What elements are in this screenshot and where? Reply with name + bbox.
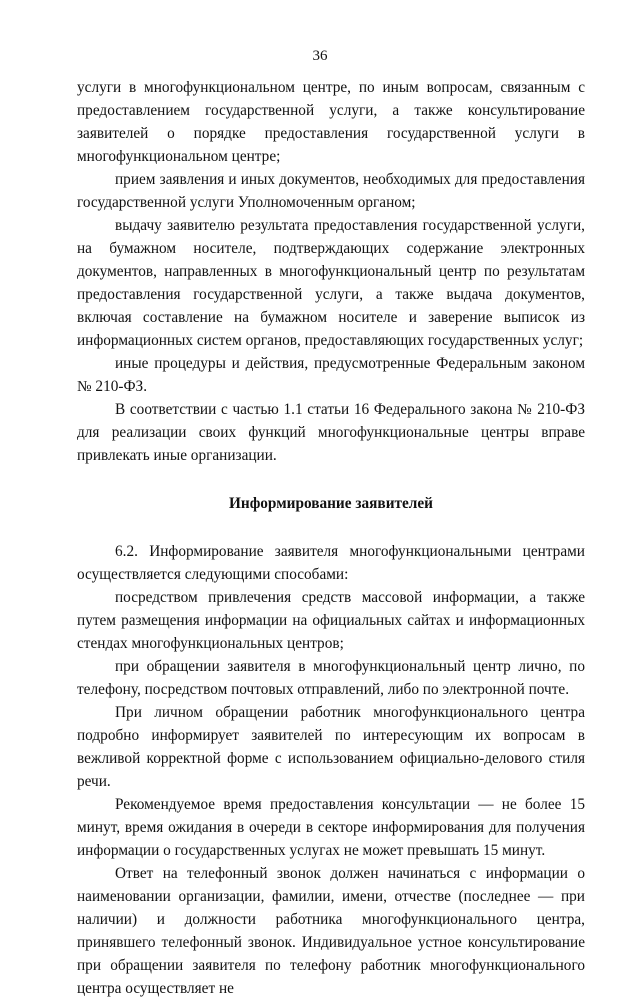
paragraph: При личном обращении работник многофункционального центра подробно информирует заявителей по интересующим их вопросам в вежливой корректной форме с использованием официально-делового стиля речи.: [77, 704, 585, 790]
paragraph: 6.2. Информирование заявителя многофункциональными центрами осуществляется следующими способами:: [77, 543, 585, 583]
paragraph: иные процедуры и действия, предусмотренные Федеральным законом № 210-ФЗ.: [77, 355, 585, 395]
paragraph: прием заявления и иных документов, необходимых для предоставления государственной услуги Уполномоченным органом;: [77, 171, 585, 211]
paragraph: Ответ на телефонный звонок должен начинаться с информации о наименовании организации, фамилии, имени, отчестве (последнее — при наличии) и должности работника многофункционального центра, принявшего телефонный звонок. Индивидуальное устное консультирование при обращении заявителя по телефону работник многофункционального центра осуществляет не: [77, 865, 585, 997]
paragraph: Рекомендуемое время предоставления консультации — не более 15 минут, время ожидания в очереди в секторе информирования для получения информации о государственных услугах не может превышать 15 минут.: [77, 796, 585, 859]
paragraph: при обращении заявителя в многофункциональный центр лично, по телефону, посредством почтовых отправлений, либо по электронной почте.: [77, 658, 585, 698]
paragraph: В соответствии с частью 1.1 статьи 16 Федерального закона № 210-ФЗ для реализации своих функций многофункциональные центры вправе привлекать иные организации.: [77, 401, 585, 464]
document-body: [77, 76, 585, 1000]
paragraph: выдачу заявителю результата предоставления государственной услуги, на бумажном носителе, подтверждающих содержание электронных документов, направленных в многофункциональный центр по результатам предоставления государственной услуги, а также выдача документов, включая составление на бумажном носителе и заверение выписок из информационных систем органов, предоставляющих государственных услуг;: [77, 217, 585, 349]
page-number: 36: [312, 48, 328, 64]
section-heading: Информирование заявителей: [228, 495, 433, 512]
paragraph: услуги в многофункциональном центре, по иным вопросам, связанным с предоставлением государственной услуги, а также консультирование заявителей о порядке предоставления государственной услуги в многофункциональном центре;: [77, 79, 585, 165]
paragraph: посредством привлечения средств массовой информации, а также путем размещения информации на официальных сайтах и информационных стендах многофункциональных центров;: [77, 589, 585, 652]
